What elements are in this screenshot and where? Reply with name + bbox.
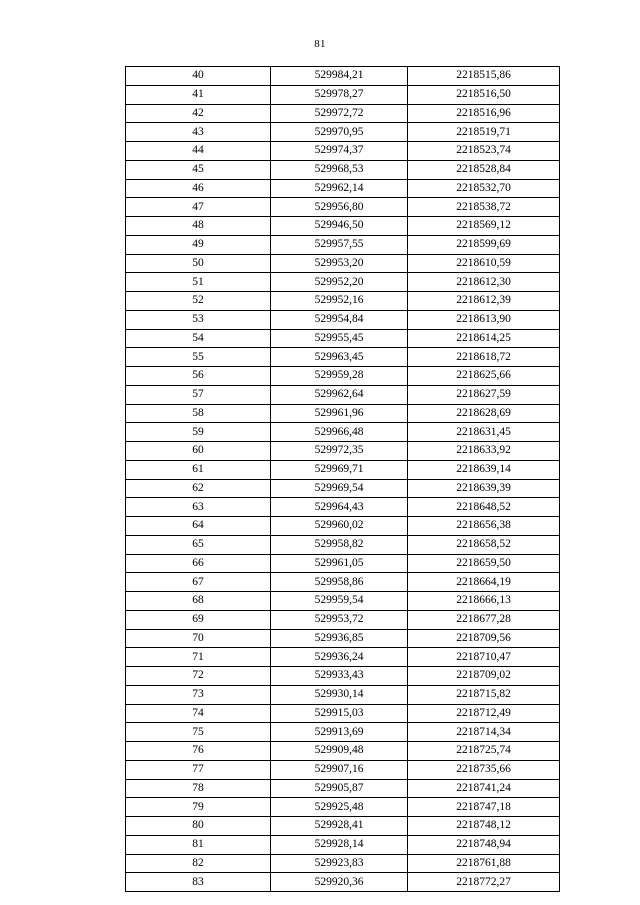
y-coordinate-cell: 2218648,52 bbox=[408, 498, 560, 517]
table-row bbox=[126, 254, 560, 273]
point-number-cell: 77 bbox=[126, 760, 271, 779]
y-coordinate-cell: 2218599,69 bbox=[408, 235, 560, 254]
table-row bbox=[126, 854, 560, 873]
table-row bbox=[126, 704, 560, 723]
x-coordinate-cell: 529930,14 bbox=[271, 685, 408, 704]
point-number-cell: 61 bbox=[126, 460, 271, 479]
point-number-cell: 79 bbox=[126, 798, 271, 817]
y-coordinate-cell: 2218516,96 bbox=[408, 104, 560, 123]
table-row bbox=[126, 273, 560, 292]
point-number-cell: 74 bbox=[126, 704, 271, 723]
y-coordinate-cell: 2218725,74 bbox=[408, 742, 560, 761]
x-coordinate-cell: 529966,48 bbox=[271, 423, 408, 442]
x-coordinate-cell: 529946,50 bbox=[271, 217, 408, 236]
x-coordinate-cell: 529970,95 bbox=[271, 123, 408, 142]
y-coordinate-cell: 2218516,50 bbox=[408, 85, 560, 104]
x-coordinate-cell: 529958,86 bbox=[271, 573, 408, 592]
x-coordinate-cell: 529978,27 bbox=[271, 85, 408, 104]
y-coordinate-cell: 2218515,86 bbox=[408, 67, 560, 86]
point-number-cell: 78 bbox=[126, 779, 271, 798]
y-coordinate-cell: 2218519,71 bbox=[408, 123, 560, 142]
y-coordinate-cell: 2218610,59 bbox=[408, 254, 560, 273]
table-row bbox=[126, 535, 560, 554]
table-row bbox=[126, 385, 560, 404]
x-coordinate-cell: 529974,37 bbox=[271, 142, 408, 161]
x-coordinate-cell: 529913,69 bbox=[271, 723, 408, 742]
x-coordinate-cell: 529907,16 bbox=[271, 760, 408, 779]
y-coordinate-cell: 2218631,45 bbox=[408, 423, 560, 442]
y-coordinate-cell: 2218532,70 bbox=[408, 179, 560, 198]
table-row bbox=[126, 217, 560, 236]
coordinates-table bbox=[125, 66, 560, 892]
x-coordinate-cell: 529933,43 bbox=[271, 667, 408, 686]
x-coordinate-cell: 529915,03 bbox=[271, 704, 408, 723]
point-number-cell: 81 bbox=[126, 835, 271, 854]
table-row bbox=[126, 798, 560, 817]
point-number-cell: 52 bbox=[126, 292, 271, 311]
table-row bbox=[126, 460, 560, 479]
x-coordinate-cell: 529905,87 bbox=[271, 779, 408, 798]
table-row bbox=[126, 85, 560, 104]
point-number-cell: 45 bbox=[126, 160, 271, 179]
x-coordinate-cell: 529936,24 bbox=[271, 648, 408, 667]
x-coordinate-cell: 529953,72 bbox=[271, 610, 408, 629]
x-coordinate-cell: 529959,28 bbox=[271, 367, 408, 386]
table-row bbox=[126, 873, 560, 892]
y-coordinate-cell: 2218633,92 bbox=[408, 442, 560, 461]
x-coordinate-cell: 529963,45 bbox=[271, 348, 408, 367]
table-row bbox=[126, 348, 560, 367]
x-coordinate-cell: 529956,80 bbox=[271, 198, 408, 217]
y-coordinate-cell: 2218612,30 bbox=[408, 273, 560, 292]
y-coordinate-cell: 2218741,24 bbox=[408, 779, 560, 798]
table-row bbox=[126, 423, 560, 442]
point-number-cell: 68 bbox=[126, 592, 271, 611]
point-number-cell: 76 bbox=[126, 742, 271, 761]
point-number-cell: 65 bbox=[126, 535, 271, 554]
x-coordinate-cell: 529909,48 bbox=[271, 742, 408, 761]
y-coordinate-cell: 2218735,66 bbox=[408, 760, 560, 779]
y-coordinate-cell: 2218659,50 bbox=[408, 554, 560, 573]
y-coordinate-cell: 2218715,82 bbox=[408, 685, 560, 704]
x-coordinate-cell: 529936,85 bbox=[271, 629, 408, 648]
point-number-cell: 50 bbox=[126, 254, 271, 273]
point-number-cell: 44 bbox=[126, 142, 271, 161]
y-coordinate-cell: 2218628,69 bbox=[408, 404, 560, 423]
table-row bbox=[126, 648, 560, 667]
table-row bbox=[126, 329, 560, 348]
x-coordinate-cell: 529964,43 bbox=[271, 498, 408, 517]
x-coordinate-cell: 529925,48 bbox=[271, 798, 408, 817]
point-number-cell: 49 bbox=[126, 235, 271, 254]
y-coordinate-cell: 2218748,94 bbox=[408, 835, 560, 854]
table-row bbox=[126, 817, 560, 836]
table-row bbox=[126, 629, 560, 648]
x-coordinate-cell: 529969,71 bbox=[271, 460, 408, 479]
page-number: 81 bbox=[314, 38, 326, 50]
x-coordinate-cell: 529957,55 bbox=[271, 235, 408, 254]
point-number-cell: 47 bbox=[126, 198, 271, 217]
point-number-cell: 72 bbox=[126, 667, 271, 686]
table-row bbox=[126, 404, 560, 423]
table-row bbox=[126, 723, 560, 742]
x-coordinate-cell: 529958,82 bbox=[271, 535, 408, 554]
y-coordinate-cell: 2218664,19 bbox=[408, 573, 560, 592]
point-number-cell: 70 bbox=[126, 629, 271, 648]
table-row bbox=[126, 779, 560, 798]
table-row bbox=[126, 742, 560, 761]
point-number-cell: 66 bbox=[126, 554, 271, 573]
table-row bbox=[126, 160, 560, 179]
x-coordinate-cell: 529972,35 bbox=[271, 442, 408, 461]
y-coordinate-cell: 2218709,02 bbox=[408, 667, 560, 686]
point-number-cell: 51 bbox=[126, 273, 271, 292]
x-coordinate-cell: 529962,14 bbox=[271, 179, 408, 198]
table-row bbox=[126, 592, 560, 611]
y-coordinate-cell: 2218613,90 bbox=[408, 310, 560, 329]
table-row bbox=[126, 367, 560, 386]
x-coordinate-cell: 529960,02 bbox=[271, 517, 408, 536]
point-number-cell: 63 bbox=[126, 498, 271, 517]
point-number-cell: 75 bbox=[126, 723, 271, 742]
point-number-cell: 56 bbox=[126, 367, 271, 386]
y-coordinate-cell: 2218625,66 bbox=[408, 367, 560, 386]
table-row bbox=[126, 67, 560, 86]
table-row bbox=[126, 517, 560, 536]
x-coordinate-cell: 529959,54 bbox=[271, 592, 408, 611]
coordinates-table-body bbox=[126, 67, 560, 892]
y-coordinate-cell: 2218714,34 bbox=[408, 723, 560, 742]
point-number-cell: 57 bbox=[126, 385, 271, 404]
x-coordinate-cell: 529928,14 bbox=[271, 835, 408, 854]
point-number-cell: 59 bbox=[126, 423, 271, 442]
y-coordinate-cell: 2218712,49 bbox=[408, 704, 560, 723]
point-number-cell: 62 bbox=[126, 479, 271, 498]
y-coordinate-cell: 2218747,18 bbox=[408, 798, 560, 817]
y-coordinate-cell: 2218528,84 bbox=[408, 160, 560, 179]
x-coordinate-cell: 529920,36 bbox=[271, 873, 408, 892]
table-row bbox=[126, 235, 560, 254]
y-coordinate-cell: 2218677,28 bbox=[408, 610, 560, 629]
y-coordinate-cell: 2218658,52 bbox=[408, 535, 560, 554]
point-number-cell: 83 bbox=[126, 873, 271, 892]
point-number-cell: 42 bbox=[126, 104, 271, 123]
point-number-cell: 64 bbox=[126, 517, 271, 536]
y-coordinate-cell: 2218538,72 bbox=[408, 198, 560, 217]
point-number-cell: 40 bbox=[126, 67, 271, 86]
y-coordinate-cell: 2218772,27 bbox=[408, 873, 560, 892]
table-row bbox=[126, 142, 560, 161]
x-coordinate-cell: 529952,20 bbox=[271, 273, 408, 292]
point-number-cell: 43 bbox=[126, 123, 271, 142]
y-coordinate-cell: 2218569,12 bbox=[408, 217, 560, 236]
point-number-cell: 46 bbox=[126, 179, 271, 198]
table-row bbox=[126, 310, 560, 329]
table-row bbox=[126, 292, 560, 311]
table-row bbox=[126, 123, 560, 142]
y-coordinate-cell: 2218748,12 bbox=[408, 817, 560, 836]
table-row bbox=[126, 179, 560, 198]
point-number-cell: 41 bbox=[126, 85, 271, 104]
table-row bbox=[126, 198, 560, 217]
x-coordinate-cell: 529969,54 bbox=[271, 479, 408, 498]
table-row bbox=[126, 610, 560, 629]
y-coordinate-cell: 2218666,13 bbox=[408, 592, 560, 611]
point-number-cell: 73 bbox=[126, 685, 271, 704]
y-coordinate-cell: 2218710,47 bbox=[408, 648, 560, 667]
point-number-cell: 60 bbox=[126, 442, 271, 461]
x-coordinate-cell: 529972,72 bbox=[271, 104, 408, 123]
x-coordinate-cell: 529968,53 bbox=[271, 160, 408, 179]
y-coordinate-cell: 2218761,88 bbox=[408, 854, 560, 873]
y-coordinate-cell: 2218656,38 bbox=[408, 517, 560, 536]
x-coordinate-cell: 529961,96 bbox=[271, 404, 408, 423]
y-coordinate-cell: 2218614,25 bbox=[408, 329, 560, 348]
point-number-cell: 54 bbox=[126, 329, 271, 348]
point-number-cell: 53 bbox=[126, 310, 271, 329]
x-coordinate-cell: 529952,16 bbox=[271, 292, 408, 311]
y-coordinate-cell: 2218627,59 bbox=[408, 385, 560, 404]
y-coordinate-cell: 2218639,14 bbox=[408, 460, 560, 479]
point-number-cell: 58 bbox=[126, 404, 271, 423]
x-coordinate-cell: 529962,64 bbox=[271, 385, 408, 404]
x-coordinate-cell: 529984,21 bbox=[271, 67, 408, 86]
table-row bbox=[126, 685, 560, 704]
table-row bbox=[126, 104, 560, 123]
point-number-cell: 71 bbox=[126, 648, 271, 667]
x-coordinate-cell: 529961,05 bbox=[271, 554, 408, 573]
y-coordinate-cell: 2218523,74 bbox=[408, 142, 560, 161]
table-row bbox=[126, 479, 560, 498]
table-row bbox=[126, 835, 560, 854]
x-coordinate-cell: 529923,83 bbox=[271, 854, 408, 873]
y-coordinate-cell: 2218618,72 bbox=[408, 348, 560, 367]
x-coordinate-cell: 529928,41 bbox=[271, 817, 408, 836]
table-row bbox=[126, 498, 560, 517]
x-coordinate-cell: 529953,20 bbox=[271, 254, 408, 273]
point-number-cell: 67 bbox=[126, 573, 271, 592]
x-coordinate-cell: 529954,84 bbox=[271, 310, 408, 329]
y-coordinate-cell: 2218709,56 bbox=[408, 629, 560, 648]
table-row bbox=[126, 573, 560, 592]
point-number-cell: 69 bbox=[126, 610, 271, 629]
table-row bbox=[126, 760, 560, 779]
x-coordinate-cell: 529955,45 bbox=[271, 329, 408, 348]
y-coordinate-cell: 2218639,39 bbox=[408, 479, 560, 498]
table-row bbox=[126, 554, 560, 573]
y-coordinate-cell: 2218612,39 bbox=[408, 292, 560, 311]
point-number-cell: 82 bbox=[126, 854, 271, 873]
point-number-cell: 80 bbox=[126, 817, 271, 836]
table-row bbox=[126, 667, 560, 686]
table-row bbox=[126, 442, 560, 461]
point-number-cell: 55 bbox=[126, 348, 271, 367]
point-number-cell: 48 bbox=[126, 217, 271, 236]
